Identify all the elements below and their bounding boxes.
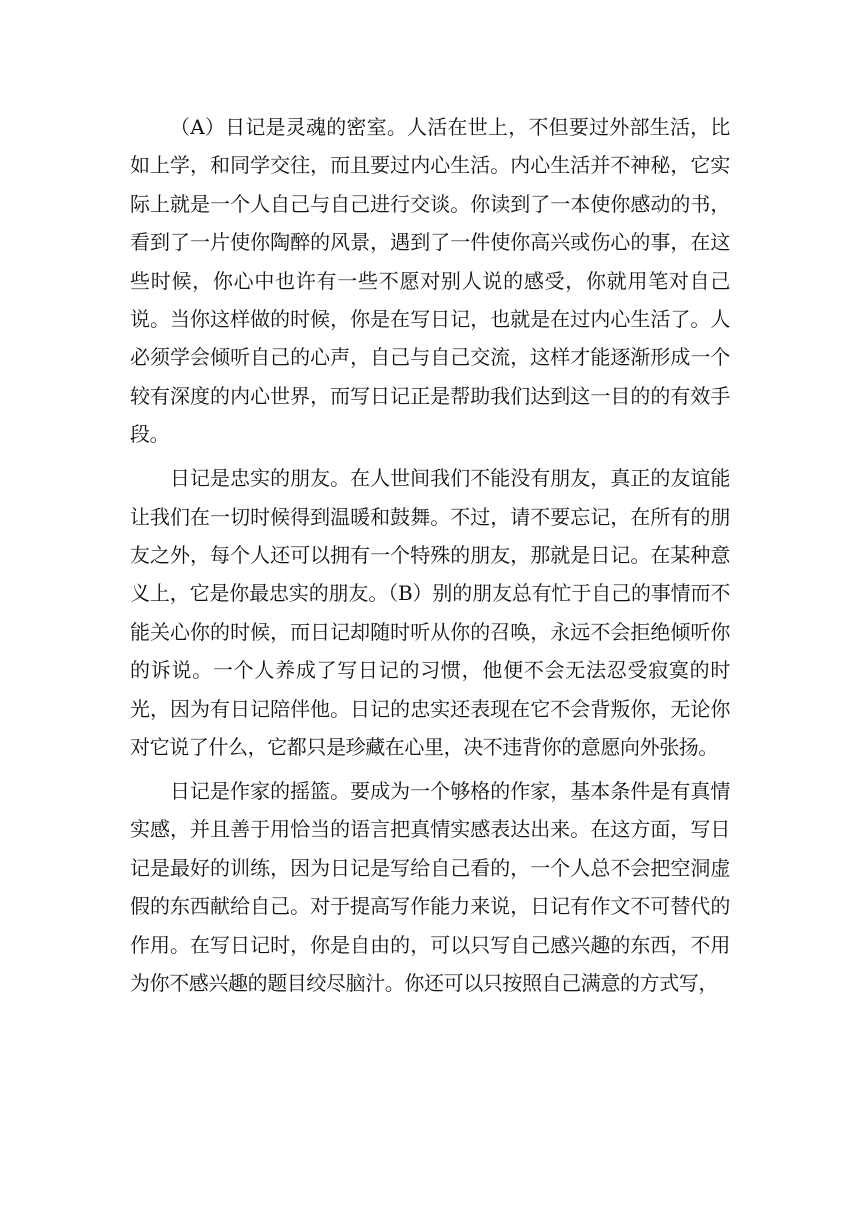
document-body — [130, 108, 730, 1008]
paragraph-2: 日记是忠实的朋友。在人世间我们不能没有朋友，真正的友谊能让我们在一切时候得到温暖和鼓舞。不过，请不要忘记，在所有的朋友之外，每个人还可以拥有一个特殊的朋友，那就是日记。在某种意义上，它是你最忠实的朋友。（B）别的朋友总有忙于自己的事情而不能关心你的时候，而日记却随时听从你的召唤，永远不会拒绝倾听你的诉说。一个人养成了写日记的习惯，他便不会无法忍受寂寞的时光，因为有日记陪伴他。日记的忠实还表现在它不会背叛你，无论你对它说了什么，它都只是珍藏在心里，决不违背你的意愿向外张扬。 — [130, 466, 730, 759]
paragraph-1: （A）日记是灵魂的密室。人活在世上，不但要过外部生活，比如上学，和同学交往，而且要过内心生活。内心生活并不神秘，它实际上就是一个人自己与自己进行交谈。你读到了一本使你感动的书，看到了一片使你陶醉的风景，遇到了一件使你高兴或伤心的事，在这些时候，你心中也许有一些不愿对别人说的感受，你就用笔对自己说。当你这样做的时候，你是在写日记，也就是在过内心生活了。人必须学会倾听自己的心声，自己与自己交流，这样才能逐渐形成一个较有深度的内心世界，而写日记正是帮助我们达到这一目的的有效手段。 — [130, 115, 730, 447]
paragraph-3: 日记是作家的摇篮。要成为一个够格的作家，基本条件是有真情实感，并且善于用恰当的语言把真情实感表达出来。在这方面，写日记是最好的训练，因为日记是写给自己看的，一个人总不会把空洞虚假的东西献给自己。对于提高写作能力来说，日记有作文不可替代的作用。在写日记时，你是自由的，可以只写自己感兴趣的东西，不用为你不感兴趣的题目绞尽脑汁。你还可以只按照自己满意的方式写， — [130, 778, 730, 995]
